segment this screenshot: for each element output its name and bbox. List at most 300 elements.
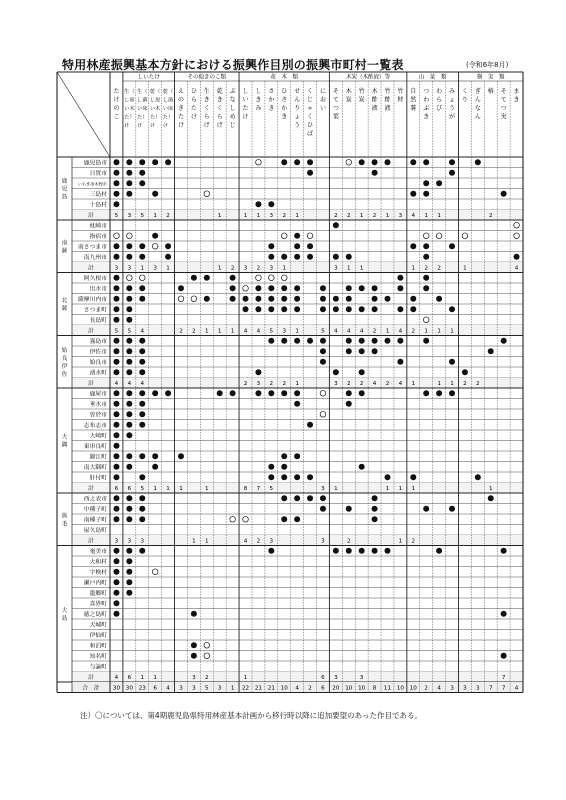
mark-filled [359, 159, 365, 165]
crop-header-char: ら [203, 113, 210, 121]
crop-header-char: 原 [129, 97, 135, 104]
mark-filled [359, 338, 365, 344]
total-count: 2 [346, 381, 351, 388]
total-count: 2 [334, 213, 338, 220]
total-count: 2 [385, 381, 390, 388]
total-count: 1 [230, 328, 235, 335]
mark-filled [113, 338, 119, 344]
region-label: 児 [61, 186, 68, 193]
total-count: 1 [450, 328, 454, 335]
total-count: 4 [114, 381, 119, 388]
total-count: 3 [359, 675, 364, 682]
total-count: 1 [205, 538, 209, 545]
mark-filled [423, 390, 429, 396]
mark-filled [333, 548, 339, 554]
total-count: 1 [411, 265, 416, 272]
mark-filled [113, 285, 119, 291]
mark-open [243, 285, 249, 291]
mark-filled [397, 359, 403, 365]
mark-filled [423, 159, 429, 165]
mark-filled [346, 285, 352, 291]
mark-filled [294, 453, 300, 459]
total-count: 2 [488, 213, 493, 220]
crop-header-char: し [124, 97, 130, 104]
mark-filled [139, 285, 145, 291]
total-count: 2 [205, 675, 209, 682]
municipality-name: 瀬戸内町 [83, 580, 107, 587]
total-count: 1 [359, 213, 364, 220]
mark-filled [372, 516, 378, 522]
mark-filled [320, 338, 326, 344]
region-label: 薩 [61, 248, 68, 255]
municipality-name: 大和村 [89, 559, 107, 566]
mark-filled [113, 390, 119, 396]
mark-filled [126, 180, 132, 186]
mark-filled [501, 548, 507, 554]
mark-filled [436, 390, 442, 396]
municipality-name: 計 [88, 213, 94, 220]
total-count: 1 [488, 486, 493, 493]
crop-header-char: く [203, 105, 210, 112]
municipality-name: 龍郷町 [89, 591, 107, 598]
total-count: 3 [140, 538, 145, 545]
total-count: 2 [282, 213, 287, 220]
mark-filled [281, 159, 287, 165]
mark-filled [126, 590, 132, 596]
mark-filled [230, 285, 236, 291]
mark-filled [397, 285, 403, 291]
crop-header-char: 自 [410, 88, 417, 95]
total-count: 1 [205, 486, 209, 493]
municipality-name: 錦江町 [89, 454, 107, 461]
total-count: 10 [396, 685, 404, 692]
total-count: 6 [114, 486, 119, 493]
mark-filled [139, 369, 145, 375]
mark-filled [139, 180, 145, 186]
crop-header-char: い [319, 105, 326, 112]
mark-filled [139, 338, 145, 344]
total-count: 5 [140, 213, 145, 220]
mark-filled [126, 411, 132, 417]
crop-header-char: 材 [397, 96, 404, 104]
mark-filled [307, 422, 313, 428]
mark-open [114, 233, 120, 239]
total-count: 1 [346, 265, 351, 272]
mark-filled [294, 306, 300, 312]
total-count: 6 [127, 675, 132, 682]
mark-filled [268, 243, 274, 249]
mark-filled [243, 306, 249, 312]
mark-filled [126, 191, 132, 197]
region-label: 姶 [61, 347, 68, 354]
total-count: 1 [230, 685, 235, 692]
crop-header-char: け [242, 113, 249, 121]
crop-header-char: ゃ [307, 105, 314, 112]
total-count: 1 [295, 381, 299, 388]
mark-filled [307, 474, 313, 480]
mark-filled [152, 191, 158, 197]
mark-filled [307, 170, 313, 176]
total-count: 2 [282, 381, 287, 388]
mark-filled [268, 390, 274, 396]
crop-header-char: 炭 [358, 96, 365, 104]
mark-filled [191, 653, 197, 659]
mark-filled [268, 296, 274, 302]
total-count: 2 [256, 538, 261, 545]
group-header: 樹 実 類 [476, 74, 505, 81]
crop-header-char: た [150, 114, 156, 121]
total-count: 4 [437, 685, 441, 692]
mark-filled [423, 338, 429, 344]
mark-filled [255, 296, 261, 302]
mark-filled [333, 222, 339, 228]
total-count: 1 [140, 675, 145, 682]
total-count: 3 [463, 685, 467, 692]
mark-filled [113, 348, 119, 354]
total-count: 3 [114, 538, 119, 545]
crop-header-char: さ [281, 96, 288, 104]
mark-open [204, 191, 210, 197]
mark-filled [423, 506, 429, 512]
total-count: 1 [166, 486, 170, 493]
total-count: 1 [295, 328, 299, 335]
mark-filled [243, 296, 249, 302]
mark-filled [307, 338, 313, 344]
mark-filled [294, 254, 300, 260]
region-label: 毛 [61, 521, 68, 528]
mark-filled [281, 338, 287, 344]
total-count: 3 [192, 685, 196, 692]
municipality-name: 東串良町 [83, 444, 107, 451]
crop-header-char: わ [423, 96, 430, 104]
mark-filled [126, 506, 132, 512]
total-count: 21 [267, 685, 275, 692]
crop-header-char: な [474, 105, 481, 112]
mark-filled [126, 254, 132, 260]
mark-filled [320, 506, 326, 512]
municipality-name: 奄美市 [89, 549, 107, 556]
mark-filled [113, 453, 119, 459]
crop-header-char: め [229, 113, 236, 121]
mark-filled [126, 464, 132, 470]
total-count: 2 [256, 265, 261, 272]
group-header: しいたけ [137, 74, 160, 81]
crop-header-char: 木 [129, 106, 135, 112]
total-count: 2 [463, 381, 467, 388]
region-label: 鹿 [61, 178, 68, 185]
total-count: 1 [437, 328, 441, 335]
mark-filled [126, 516, 132, 522]
municipality-name: 計 [88, 538, 94, 545]
mark-filled [333, 306, 339, 312]
municipality-name: 西之表市 [83, 496, 107, 503]
total-count: 4 [359, 328, 364, 335]
crop-header-char: ま [513, 88, 520, 95]
crop-header-char: ょ [294, 113, 301, 121]
mark-filled [126, 422, 132, 428]
mark-filled [165, 390, 171, 396]
mark-filled [268, 464, 274, 470]
mark-open [281, 275, 287, 281]
mark-filled [139, 401, 145, 407]
crop-header-char: （ [129, 89, 135, 95]
municipality-name: 肝付町 [89, 475, 107, 482]
municipality-name: 鹿児島市 [83, 160, 107, 167]
mark-filled [230, 296, 236, 302]
mark-filled [268, 474, 274, 480]
total-count: 3 [192, 675, 196, 682]
mark-filled [372, 495, 378, 501]
crop-header-char: に [319, 88, 326, 95]
total-count: 4 [372, 381, 377, 388]
mark-filled [255, 285, 261, 291]
total-count: 6 [127, 486, 132, 493]
mark-filled [294, 495, 300, 501]
mark-filled [113, 516, 119, 522]
mark-open [127, 275, 133, 281]
total-count: 4 [398, 381, 403, 388]
mark-filled [410, 191, 416, 197]
crop-header-char: し [162, 97, 168, 104]
group-header: 花 木 類 [270, 74, 298, 81]
crop-header-char: い [162, 106, 168, 112]
crop-header-char: こ [113, 113, 120, 121]
mark-filled [139, 243, 145, 249]
mark-open [436, 233, 442, 239]
total-count: 3 [153, 265, 157, 272]
municipality-name: 日置市 [89, 171, 107, 178]
municipality-name: 三島村 [89, 192, 107, 199]
crop-header-char: い [150, 106, 156, 112]
mark-filled [410, 306, 416, 312]
total-count: 1 [256, 213, 261, 220]
mark-filled [139, 254, 145, 260]
municipality-name: 垂水市 [89, 402, 107, 409]
crop-header-char: た [190, 105, 197, 112]
mark-filled [113, 474, 119, 480]
crop-header-char: か [281, 105, 288, 112]
mark-filled [139, 516, 145, 522]
total-count: 2 [424, 265, 428, 272]
total-count: 4 [243, 328, 248, 335]
mark-filled [449, 506, 455, 512]
mark-filled [436, 296, 442, 302]
mark-filled [255, 369, 261, 375]
mark-open [152, 243, 158, 249]
crop-header-char: 生 [124, 89, 130, 95]
region-label: 薩 [61, 306, 68, 312]
region-label: 大 [61, 607, 68, 614]
mark-open [462, 233, 468, 239]
mark-filled [488, 348, 494, 354]
mark-filled [126, 317, 132, 323]
crop-header-char: み [255, 105, 262, 112]
total-count: 1 [153, 675, 157, 682]
mark-filled [126, 306, 132, 312]
total-count: 1 [243, 675, 248, 682]
mark-filled [139, 296, 145, 302]
crop-header-char: 椿 [487, 88, 494, 95]
total-count: 5 [114, 213, 119, 220]
mark-filled [384, 474, 390, 480]
total-count: 4 [398, 328, 403, 335]
total-count: 7 [488, 685, 493, 692]
crop-header-char: げ [216, 122, 223, 129]
mark-open [230, 516, 236, 522]
mark-filled [126, 569, 132, 575]
mark-filled [281, 296, 287, 302]
total-count: 1 [153, 213, 157, 220]
mark-filled [113, 422, 119, 428]
mark-filled [281, 254, 287, 260]
municipality-name: いちき串木野市 [77, 181, 107, 187]
total-count: 1 [217, 265, 222, 272]
mark-filled [333, 296, 339, 302]
crop-header-char: ん [294, 96, 301, 104]
total-count: 1 [205, 328, 209, 335]
mark-filled [113, 411, 119, 417]
group-header: その他きのこ類 [187, 74, 227, 81]
total-count: 1 [385, 486, 390, 493]
crop-header-char: ら [190, 96, 197, 104]
mark-filled [423, 243, 429, 249]
mark-filled [294, 285, 300, 291]
mark-filled [346, 506, 352, 512]
total-count: 3 [334, 381, 338, 388]
mark-filled [113, 201, 119, 207]
crop-header-char: ） [168, 114, 174, 121]
crop-header-char: ぎ [474, 88, 481, 95]
total-count: 2 [308, 685, 312, 692]
total-count: 8 [372, 685, 377, 692]
crop-header-char: 木 [345, 88, 352, 95]
mark-filled [294, 233, 300, 239]
mark-filled [139, 170, 145, 176]
crop-header-char: て [332, 96, 339, 104]
total-count: 5 [269, 328, 274, 335]
region-label: 佐 [61, 371, 68, 378]
municipality-name: 計 [88, 265, 94, 272]
mark-filled [462, 369, 468, 375]
total-count: 1 [411, 381, 416, 388]
region-label: 大 [61, 434, 68, 441]
crop-header-char: く [461, 88, 468, 95]
mark-open [256, 159, 262, 165]
total-count: 4 [514, 265, 519, 272]
total-count: 1 [424, 328, 428, 335]
total-count: 11 [383, 685, 392, 692]
total-count: 4 [334, 328, 338, 335]
mark-filled [126, 159, 132, 165]
crop-header-char: が [449, 113, 456, 121]
crop-header-char: （ [142, 89, 148, 95]
municipality-name: 宇検村 [89, 570, 107, 577]
mark-filled [449, 359, 455, 365]
mark-filled [410, 243, 416, 249]
mark-open [281, 233, 287, 239]
total-count: 1 [411, 486, 416, 493]
mark-filled [320, 495, 326, 501]
mark-filled [449, 390, 455, 396]
mark-filled [126, 495, 132, 501]
mark-filled [126, 548, 132, 554]
total-count: 7 [501, 685, 506, 692]
mark-filled [139, 348, 145, 354]
mark-filled [359, 348, 365, 354]
crop-header-char: み [449, 88, 456, 95]
total-count: 3 [114, 265, 119, 272]
mark-filled [294, 516, 300, 522]
total-count: 1 [179, 486, 183, 493]
mark-filled [488, 495, 494, 501]
mark-open [320, 390, 326, 396]
mark-filled [372, 159, 378, 165]
crop-header-char: き [513, 96, 520, 104]
crop-header-char: ん [474, 113, 481, 121]
mark-filled [113, 296, 119, 302]
mark-filled [346, 306, 352, 312]
total-count: 2 [372, 213, 377, 220]
crop-header-char: け [190, 113, 197, 121]
total-count: 4 [295, 685, 299, 692]
mark-filled [372, 506, 378, 512]
mark-filled [126, 369, 132, 375]
municipality-name: 阿久根市 [83, 276, 107, 283]
municipality-name: 南九州市 [83, 255, 107, 262]
crop-header-char: 葉 [332, 113, 339, 121]
mark-filled [126, 558, 132, 564]
mark-filled [397, 338, 403, 344]
total-count: 23 [138, 685, 146, 692]
mark-filled [230, 275, 236, 281]
mark-filled [113, 548, 119, 554]
total-count: 3 [476, 685, 480, 692]
mark-filled [384, 548, 390, 554]
mark-filled [191, 611, 197, 617]
total-count: 10 [409, 685, 417, 692]
total-count: 1 [217, 328, 222, 335]
municipality-name: 姶良市 [89, 360, 107, 367]
mark-filled [372, 296, 378, 302]
mark-filled [126, 453, 132, 459]
mark-filled [152, 453, 158, 459]
mark-filled [113, 506, 119, 512]
crop-header-char: き [268, 105, 275, 112]
crop-header-char: り [294, 105, 301, 112]
mark-filled [268, 306, 274, 312]
crop-header-char: つ [332, 105, 339, 112]
region-label: 北 [61, 298, 68, 304]
total-count: 1 [192, 538, 196, 545]
municipality-name: 曽於市 [89, 412, 107, 419]
municipality-name: 薩摩川内市 [78, 297, 107, 304]
mark-filled [423, 180, 429, 186]
mark-filled [126, 579, 132, 585]
mark-filled [113, 317, 119, 323]
mark-filled [423, 191, 429, 197]
mark-open [346, 159, 352, 165]
mark-filled [191, 275, 197, 281]
mark-filled [449, 170, 455, 176]
mark-filled [294, 243, 300, 249]
mark-filled [126, 390, 132, 396]
mark-filled [423, 254, 429, 260]
crop-header-char: き [216, 96, 223, 104]
mark-open [178, 296, 184, 302]
total-count: 5 [205, 685, 209, 692]
mark-filled [281, 285, 287, 291]
mark-filled [281, 495, 287, 501]
